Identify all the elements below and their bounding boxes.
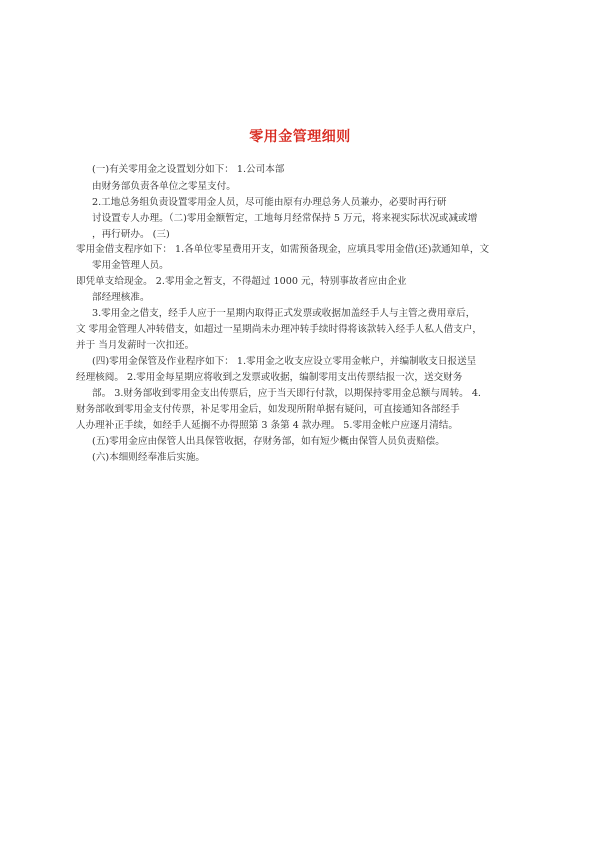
body-line: 部。 3.财务部收到零用金支出传票后，应于当天即行付款，以期保持零用金总额与周转。 4. bbox=[92, 388, 481, 399]
body-line: 文 零用金管理人冲转借支，如超过一星期尚未办理冲转手续时得将该款转入经手人私人借支户， bbox=[76, 324, 482, 335]
body-line: (四)零用金保管及作业程序如下： 1.零用金之收支应设立零用金帐户，并编制收支日报送呈 bbox=[92, 356, 477, 367]
body-line: 零用金借支程序如下： 1.各单位零星费用开支，如需预备现金，应填具零用金借(还)款通知单，文 bbox=[76, 244, 490, 255]
body-line: 3.零用金之借支，经手人应于一星期内取得正式发票或收据加盖经手人与主管之费用章后， bbox=[92, 308, 476, 319]
body-line: (六)本细则经奉准后实施。 bbox=[92, 452, 206, 463]
body-line: (一)有关零用金之设置划分如下： 1.公司本部 bbox=[92, 164, 285, 175]
body-line: 经理核阅。 2.零用金每星期应将收到之发票或收据，编制零用支出传票结报一次，送交财务 bbox=[76, 372, 463, 383]
body-line: 财务部收到零用金支付传票，补足零用金后，如发现所附单据有疑问，可直接通知各部经手 bbox=[76, 404, 460, 415]
body-line: 由财务部负责各单位之零星支付。 bbox=[92, 181, 236, 192]
body-line: 零用金管理人员。 bbox=[92, 260, 169, 271]
body-line: (五)零用金应由保管人出具保管收据，存财务部，如有短少概由保管人员负责赔偿。 bbox=[92, 436, 445, 447]
body-line: 讨设置专人办理。（二)零用金额暂定，工地每月经常保持 5 万元，将来视实际状况或减或增 bbox=[92, 213, 478, 224]
body-line: 部经理核准。 bbox=[92, 292, 150, 303]
document-title: 零用金管理细则 bbox=[249, 129, 351, 145]
body-line: 人办理补正手续，如经手人延搁不办得照第 3 条第 4 款办理。 5.零用金帐户应逐月清结。 bbox=[76, 420, 458, 431]
body-line: 即凭单支给现金。 2.零用金之暂支，不得超过 1000 元，特别事故者应由企业 bbox=[76, 276, 407, 287]
body-line: 并于 当月发薪时一次扣还。 bbox=[76, 340, 195, 351]
body-line: 2.工地总务组负责设置零用金人员，尽可能由原有办理总务人员兼办，必要时再行研 bbox=[92, 197, 447, 208]
body-line: ，再行研办。 (三) bbox=[92, 229, 170, 240]
